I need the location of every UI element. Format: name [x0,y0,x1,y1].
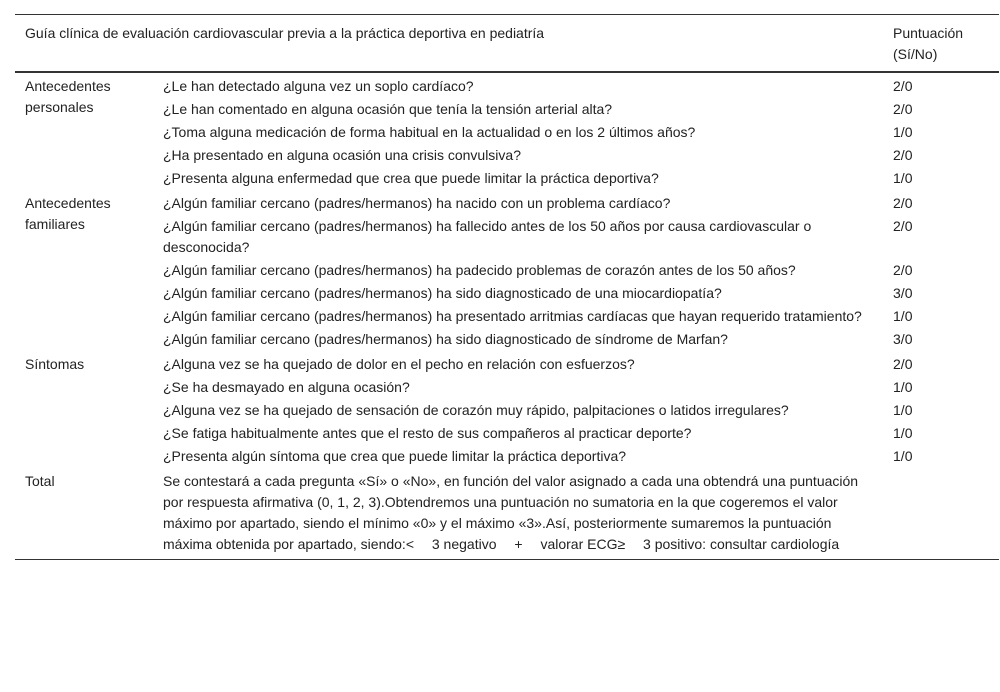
table-row [15,305,999,328]
question-cell: ¿Alguna vez se ha quejado de dolor en el pecho en relación con esfuerzos? [163,356,635,372]
table-header-row [15,15,999,73]
evaluation-table [15,14,999,560]
question-cell: ¿Le han comentado en alguna ocasión que tenía la tensión arterial alta? [163,101,613,117]
question-cell: ¿Ha presentado en alguna ocasión una crisis convulsiva? [163,147,521,163]
question-cell: ¿Algún familiar cercano (padres/hermanos) ha nacido con un problema cardíaco? [163,195,671,211]
section-label-personal: Antecedentes personales [25,78,111,115]
table-title: Guía clínica de evaluación cardiovascular previa a la práctica deportiva en pediatría [25,25,545,41]
table-row [15,376,999,399]
table-row [15,215,999,259]
score-cell: 1/0 [893,308,913,324]
table-row [15,167,999,190]
score-cell: 2/0 [893,195,913,211]
table-row [15,98,999,121]
score-cell: 1/0 [893,425,913,441]
score-cell: 1/0 [893,402,913,418]
total-label: Total [25,473,55,489]
table-row [15,144,999,167]
table-row [15,72,999,98]
table-row [15,399,999,422]
table-row [15,351,999,376]
score-cell: 1/0 [893,448,913,464]
score-cell: 2/0 [893,218,913,234]
total-row [15,468,999,560]
score-cell: 2/0 [893,262,913,278]
score-column-header: Puntuación (Sí/No) [893,25,964,62]
total-score-cell [885,468,999,560]
table-row [15,445,999,468]
score-cell: 2/0 [893,78,913,94]
section-label-symptoms: Síntomas [25,356,85,372]
question-cell: ¿Presenta algún síntoma que crea que puede limitar la práctica deportiva? [163,448,627,464]
evaluation-table-container [15,14,999,560]
table-row [15,328,999,351]
question-cell: ¿Le han detectado alguna vez un soplo cardíaco? [163,78,474,94]
question-cell: ¿Algún familiar cercano (padres/hermanos) ha sido diagnosticado de síndrome de Marfan? [163,331,728,347]
question-cell: ¿Se ha desmayado en alguna ocasión? [163,379,410,395]
table-row [15,282,999,305]
score-cell: 3/0 [893,331,913,347]
question-cell: ¿Algún familiar cercano (padres/hermanos) ha sido diagnosticado de una miocardiopatía? [163,285,722,301]
table-row [15,422,999,445]
score-cell: 2/0 [893,147,913,163]
question-cell: ¿Presenta alguna enfermedad que crea que puede limitar la práctica deportiva? [163,170,659,186]
score-cell: 3/0 [893,285,913,301]
score-cell: 1/0 [893,379,913,395]
question-cell: ¿Alguna vez se ha quejado de sensación de corazón muy rápido, palpitaciones o latidos irregulares? [163,402,789,418]
score-cell: 1/0 [893,170,913,186]
question-cell: ¿Toma alguna medicación de forma habitual en la actualidad o en los 2 últimos años? [163,124,696,140]
score-cell: 1/0 [893,124,913,140]
section-label-family: Antecedentes familiares [25,195,111,232]
table-row [15,121,999,144]
score-cell: 2/0 [893,356,913,372]
question-cell: ¿Se fatiga habitualmente antes que el resto de sus compañeros al practicar deporte? [163,425,692,441]
question-cell: ¿Algún familiar cercano (padres/hermanos) ha fallecido antes de los 50 años por causa cardiovascular o desconocida? [163,218,812,255]
score-cell: 2/0 [893,101,913,117]
table-row [15,259,999,282]
total-description: Se contestará a cada pregunta «Sí» o «No», en función del valor asignado a cada una obtendrá una puntuación por respuesta afirmativa (0, 1, 2, 3).Obtendremos una puntuación no sumatoria en la que cogeremos el valor máximo por apartado, siendo el mínimo «0» y el máximo «3».Así, posteriormente sumaremos la puntuación máxima obtenida por apartado, siendo:< 3 negativo + valorar ECG≥ 3 positivo: consultar cardiología [163,473,859,552]
question-cell: ¿Algún familiar cercano (padres/hermanos) ha padecido problemas de corazón antes de los 50 años? [163,262,796,278]
table-row [15,190,999,215]
question-cell: ¿Algún familiar cercano (padres/hermanos) ha presentado arritmias cardíacas que hayan requerido tratamiento? [163,308,862,324]
